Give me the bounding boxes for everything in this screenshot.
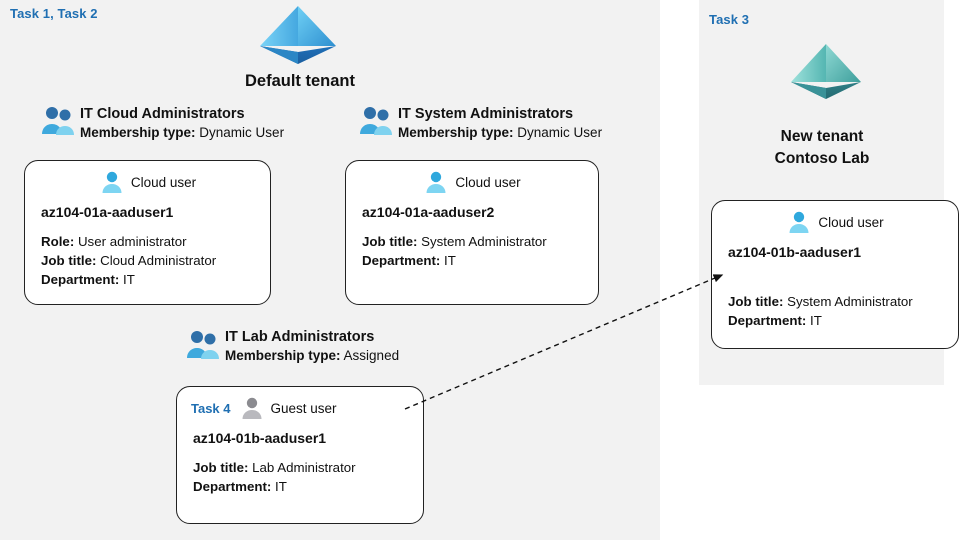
group-name: IT Lab Administrators xyxy=(225,329,375,345)
group-membership-value: Assigned xyxy=(343,348,400,363)
card-property xyxy=(41,232,258,251)
group-name: IT System Administrators xyxy=(398,106,574,122)
card-property-value: Lab Administrator xyxy=(252,460,356,475)
new-tenant-title xyxy=(722,126,922,170)
card-task-label: Task 4 xyxy=(191,400,231,416)
group-membership-label: Membership type: xyxy=(225,348,341,363)
user-card-az104-01a-aaduser1 xyxy=(24,160,271,305)
card-property xyxy=(193,477,411,496)
new-tenant-title-line1: New tenant xyxy=(780,128,864,145)
cloud-user-icon xyxy=(99,169,125,195)
card-property-key: Job title: xyxy=(728,294,784,309)
card-property-value: System Administrator xyxy=(787,294,913,309)
group-membership-value: Dynamic User xyxy=(199,125,285,140)
card-property-value: IT xyxy=(275,479,287,494)
group-it-cloud-administrators-text xyxy=(80,106,284,140)
card-property-value: IT xyxy=(123,272,135,287)
card-property-key: Job title: xyxy=(193,460,249,475)
task-label-3: Task 3 xyxy=(709,12,750,27)
card-property xyxy=(362,232,586,251)
card-property xyxy=(728,311,946,330)
user-card-az104-01a-aaduser2 xyxy=(345,160,599,305)
card-property-key: Department: xyxy=(728,313,807,328)
group-membership-label: Membership type: xyxy=(80,125,196,140)
cloud-user-icon xyxy=(423,169,449,195)
card-username: az104-01b-aaduser1 xyxy=(193,430,327,446)
card-property-key: Department: xyxy=(41,272,120,287)
group-it-system-administrators-icon xyxy=(358,104,396,138)
guest-user-icon xyxy=(239,395,265,421)
group-name: IT Cloud Administrators xyxy=(80,106,245,122)
group-membership xyxy=(398,125,602,140)
card-property-key: Job title: xyxy=(41,253,97,268)
card-properties xyxy=(25,220,270,289)
card-property-value: IT xyxy=(810,313,822,328)
card-properties xyxy=(712,260,958,330)
group-it-lab-administrators-text xyxy=(225,329,399,363)
group-it-lab-administrators-icon xyxy=(185,328,223,362)
group-membership-label: Membership type: xyxy=(398,125,514,140)
card-properties xyxy=(177,446,423,496)
card-properties xyxy=(346,220,598,270)
card-header xyxy=(346,161,598,195)
card-property-value: User administrator xyxy=(77,234,187,249)
card-property-value: IT xyxy=(444,253,456,268)
card-property-value: Cloud Administrator xyxy=(100,253,217,268)
card-property-key: Role: xyxy=(41,234,75,249)
group-membership xyxy=(225,348,399,363)
card-kind: Cloud user xyxy=(818,214,884,230)
user-card-guest-az104-01b-aaduser1 xyxy=(176,386,424,524)
default-tenant-pyramid-icon xyxy=(258,4,338,66)
new-tenant-title-line2: Contoso Lab xyxy=(774,150,870,167)
new-tenant-pyramid-icon xyxy=(789,42,863,102)
card-username: az104-01a-aaduser1 xyxy=(41,204,174,220)
card-property xyxy=(362,251,586,270)
default-tenant-title: Default tenant xyxy=(244,72,355,90)
card-kind: Cloud user xyxy=(455,174,521,190)
card-header xyxy=(25,161,270,195)
group-it-system-administrators-text xyxy=(398,106,602,140)
card-kind: Guest user xyxy=(270,400,337,416)
task-label-1-2: Task 1, Task 2 xyxy=(10,6,98,21)
card-kind: Cloud user xyxy=(130,174,197,190)
card-header xyxy=(712,201,958,235)
card-property-key: Department: xyxy=(362,253,441,268)
card-property-value: System Administrator xyxy=(421,234,547,249)
group-membership xyxy=(80,125,284,140)
cloud-user-icon xyxy=(786,209,812,235)
card-property-key: Department: xyxy=(193,479,272,494)
user-card-cloud-az104-01b-aaduser1 xyxy=(711,200,959,349)
card-property xyxy=(41,270,258,289)
group-membership-value: Dynamic User xyxy=(517,125,603,140)
card-username: az104-01b-aaduser1 xyxy=(728,244,862,260)
group-it-cloud-administrators-icon xyxy=(40,104,78,138)
card-property xyxy=(41,251,258,270)
card-property xyxy=(728,292,946,311)
card-property xyxy=(193,458,411,477)
card-header xyxy=(177,387,423,421)
card-property-key: Job title: xyxy=(362,234,418,249)
card-username: az104-01a-aaduser2 xyxy=(362,204,495,220)
